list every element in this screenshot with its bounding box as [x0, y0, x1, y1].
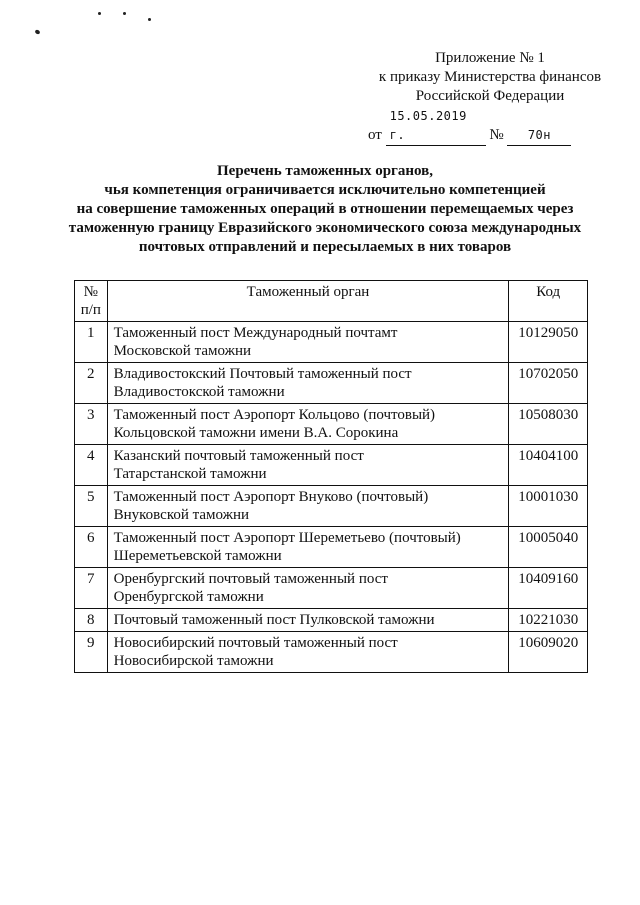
title-line: таможенную границу Евразийского экономического союза международных — [68, 220, 582, 236]
title-line: почтовых отправлений и пересылаемых в них товаров — [138, 239, 512, 255]
row-code: 10702050 — [509, 363, 588, 404]
scan-speck — [98, 12, 101, 15]
row-name: Таможенный пост Аэропорт Кольцово (почтовый) Кольцовской таможни имени В.А. Сорокина — [107, 404, 509, 445]
order-number: 70н — [507, 126, 571, 146]
header-name: Таможенный орган — [107, 281, 509, 322]
row-name: Казанский почтовый таможенный пост Татарстанской таможни — [107, 445, 509, 486]
table-row — [75, 632, 588, 673]
table-row — [75, 609, 588, 632]
table-row — [75, 445, 588, 486]
table-row — [75, 363, 588, 404]
scan-speck — [148, 18, 151, 21]
row-code: 10404100 — [509, 445, 588, 486]
table-row — [75, 527, 588, 568]
row-name: Таможенный пост Аэропорт Шереметьево (почтовый) Шереметьевской таможни — [107, 527, 509, 568]
row-code: 10409160 — [509, 568, 588, 609]
document-title — [40, 162, 610, 257]
appendix-order-line: к приказу Министерства финансов — [378, 69, 602, 85]
row-name: Новосибирский почтовый таможенный пост Новосибирской таможни — [107, 632, 509, 673]
title-line: Перечень таможенных органов, — [217, 163, 433, 179]
scan-speck — [123, 12, 126, 15]
row-name: Владивостокский Почтовый таможенный пост Владивостокской таможни — [107, 363, 509, 404]
row-name: Оренбургский почтовый таможенный пост Оренбургской таможни — [107, 568, 509, 609]
row-num: 7 — [75, 568, 108, 609]
row-num: 8 — [75, 609, 108, 632]
appendix-title: Приложение № 1 — [435, 50, 545, 66]
appendix-ministry-line: Российской Федерации — [415, 88, 565, 104]
title-line: чья компетенция ограничивается исключительно компетенцией — [104, 182, 546, 198]
row-num: 2 — [75, 363, 108, 404]
table-header-row — [75, 281, 588, 322]
order-date: 15.05.2019 г. — [386, 107, 486, 146]
date-prefix: от — [368, 127, 382, 143]
row-num: 9 — [75, 632, 108, 673]
row-code: 10508030 — [509, 404, 588, 445]
row-code: 10001030 — [509, 486, 588, 527]
row-name: Таможенный пост Международный почтамт Московской таможни — [107, 322, 509, 363]
customs-table — [74, 280, 588, 673]
row-code: 10005040 — [509, 527, 588, 568]
row-code: 10129050 — [509, 322, 588, 363]
table-row — [75, 404, 588, 445]
row-num: 4 — [75, 445, 108, 486]
scan-speck — [34, 29, 40, 35]
table-row — [75, 486, 588, 527]
row-code: 10609020 — [509, 632, 588, 673]
row-num: 3 — [75, 404, 108, 445]
row-name: Почтовый таможенный пост Пулковской таможни — [107, 609, 509, 632]
order-date-number-line — [368, 107, 620, 146]
row-code: 10221030 — [509, 609, 588, 632]
table-row — [75, 322, 588, 363]
number-prefix: № — [489, 127, 504, 143]
row-num: 6 — [75, 527, 108, 568]
header-code: Код — [509, 281, 588, 322]
row-num: 5 — [75, 486, 108, 527]
row-num: 1 — [75, 322, 108, 363]
table-row — [75, 568, 588, 609]
title-line: на совершение таможенных операций в отношении перемещаемых через — [76, 201, 574, 217]
row-name: Таможенный пост Аэропорт Внуково (почтовый) Внуковской таможни — [107, 486, 509, 527]
header-num: № п/п — [75, 281, 108, 322]
appendix-header — [360, 49, 620, 146]
